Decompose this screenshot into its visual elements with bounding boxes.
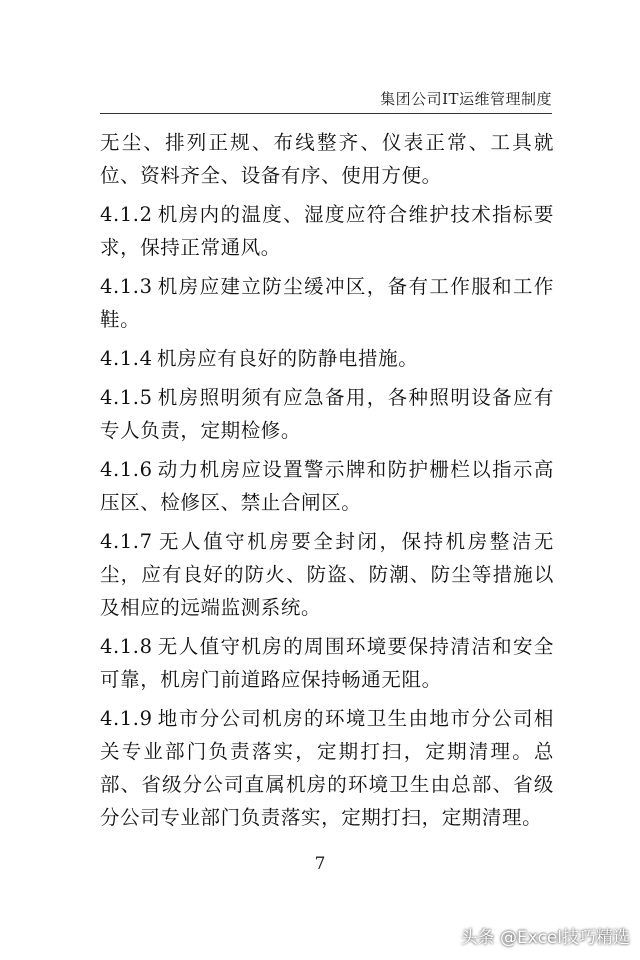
paragraph-text: 动力机房应设置警示牌和防护栅栏以指示高压区、检修区、禁止合闸区。 [100,458,554,514]
paragraph-text: 机房应建立防尘缓冲区，备有工作服和工作鞋。 [100,275,554,331]
page-number: 7 [314,854,326,874]
paragraph-number: 4.1.7 [100,530,153,553]
paragraph-continuation [100,126,554,192]
paragraph-text: 机房照明须有应急备用，各种照明设备应有专人负责，定期检修。 [100,386,554,442]
paragraph-4-1-2 [100,198,554,264]
paragraph-4-1-4 [100,342,554,375]
paragraph-4-1-3 [100,270,554,336]
paragraph-number: 4.1.9 [100,707,153,730]
paragraph-4-1-6 [100,453,554,519]
paragraph-text: 无人值守机房的周围环境要保持清洁和安全可靠，机房门前道路应保持畅通无阻。 [100,635,554,691]
paragraph-4-1-9 [100,702,554,834]
paragraph-number: 4.1.5 [100,386,153,409]
paragraph-text: 机房应有良好的防静电措施。 [157,347,419,370]
paragraph-text: 机房内的温度、湿度应符合维护技术指标要求，保持正常通风。 [100,203,554,259]
paragraph-text: 无人值守机房要全封闭，保持机房整洁无尘，应有良好的防火、防盗、防潮、防尘等措施以及相应的远端监测系统。 [100,530,554,619]
paragraph-text: 无尘、排列正规、布线整齐、仪表正常、工具就位、资料齐全、设备有序、使用方便。 [100,131,554,187]
paragraph-number: 4.1.8 [100,635,153,658]
paragraph-number: 4.1.4 [100,347,153,370]
watermark-text: 头条 @Excel技巧精选 [460,928,630,948]
paragraph-4-1-7 [100,525,554,624]
paragraph-text: 地市分公司机房的环境卫生由地市分公司相关专业部门负责落实，定期打扫，定期清理。总部、省级分公司直属机房的环境卫生由总部、省级分公司专业部门负责落实，定期打扫，定期清理。 [100,707,554,829]
header-divider [100,113,552,114]
paragraph-4-1-8 [100,630,554,696]
body-text [100,126,554,840]
paragraph-number: 4.1.2 [100,203,153,226]
header-title: 集团公司IT运维管理制度 [380,90,552,108]
paragraph-number: 4.1.3 [100,275,153,298]
paragraph-number: 4.1.6 [100,458,153,481]
paragraph-4-1-5 [100,381,554,447]
